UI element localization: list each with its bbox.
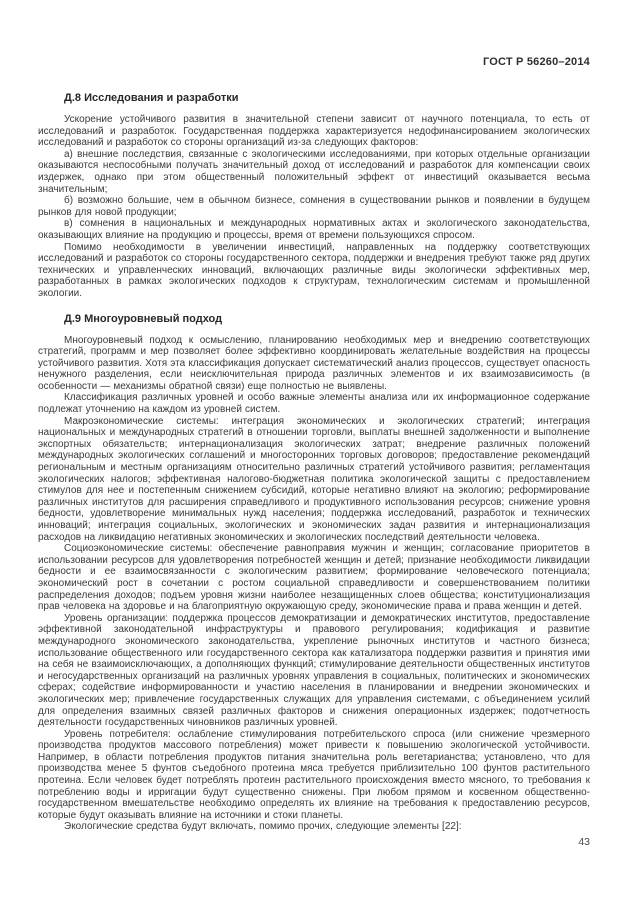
page-number: 43 — [578, 836, 590, 848]
section-heading: Д.9 Многоуровневый подход — [64, 312, 223, 325]
section-heading: Д.8 Исследования и разработки — [64, 92, 239, 104]
paragraph: Ускорение устойчивого развития в значительной степени зависит от научного потенциала, то есть от исследований и разработок. Государственная поддержка характеризуется недофинансированием экологических исследований и разработок со стороны организаций из-за следующих факторов: — [38, 114, 590, 149]
page-content — [38, 92, 590, 833]
paragraph: Экологические средства будут включать, помимо прочих, следующие элементы [22]: — [64, 821, 462, 833]
paragraph: Многоуровневый подход к осмыслению, планированию необходимых мер и внедрению соответствующих стратегий, программ и мер позволяет более эффективно координировать желательные воздействия на процессы устойчивого развития. Хотя эта классификация допускает систематический анализ процессов, существует опасность ненужного разделения, если неисключительная природа различных элементов и их взаимозависимость (в особенности — механизмы обратной связи) еще полностью не выявлены. — [38, 334, 590, 392]
paragraph: Уровень организации: поддержка процессов демократизации и демократических институтов, предоставление эффективной законодательной инфраструктуры и правового регулирования; кодификация и развитие международного экономического законодательства, укрепление рыночных институтов и частного бизнеса; использование общественного или государственного сектора как катализатора поддержки развития и принятия ими на себя не взаимоисключающих, а дополняющих функций; стимулирование деятельности общественных институтов и негосударственных организаций на различных уровнях управления в социальных, политических и экономических сферах; содействие информированности и участию населения в планировании и внедрении экономических и экологических мер; привлечение государственных служащих для управления системами, с объединением усилий для определения взаимных связей различных факторов и снижения операционных издержек; подотчетность деятельности государственных чиновников различных уровней. — [38, 612, 590, 729]
paragraph: в) сомнения в национальных и международных нормативных актах и экологического законодательства, оказывающих влияние на продукцию и процессы, время от времени пользующихся спросом. — [38, 218, 590, 241]
paragraph: б) возможно большие, чем в обычном бизнесе, сомнения в существовании рынков и появлении в будущем рынков для новой продукции; — [38, 195, 590, 218]
section-d9 — [38, 313, 590, 834]
paragraph: Классификация различных уровней и особо важные элементы анализа или их информационное содержание подлежат уточнению на каждом из уровней систем. — [38, 392, 590, 416]
paragraph: Помимо необходимости в увеличении инвестиций, направленных на поддержку соответствующих исследований и разработок со стороны государственного сектора, поддержки и внедрения требуют также ряд других технических и управленческих инноваций, включающих различные виды экологически эффективных мер, разработанных в рамках экологических подходов к структурам, технологическим системам и промышленной экологии. — [38, 241, 590, 299]
paragraph: Социоэкономические системы: обеспечение равноправия мужчин и женщин; согласование приоритетов в использовании ресурсов для удовлетворения потребностей женщин и детей; признание необходимости ликвидации бедности и ее взаимосвязанности с экологическим развитием; формирование человеческого потенциала; экономический рост в сочетании с ростом социальной справедливости и совершенствованием политики распределения доходов; подъем уровня жизни наиболее незащищенных слоев общества; конституционализация прав человека на здоровье и на благоприятную окружающую среду, экономические права и права женщин и детей. — [38, 543, 590, 613]
paragraph: Макроэкономические системы: интеграция экономических и экологических стратегий; интеграция национальных и международных стратегий в отношении торговли, выплаты внешней задолженности и выполнение экспортных обязательств; интернационализация экологических затрат; внедрение различных положений международных экологических соглашений и многосторонних торговых договоров; предоставление рекомендаций региональным и местным организациям относительно различных стратегий устойчивого развития; регламентация экологических налогов; эффективная налогово-бюджетная политика экологической защиты с предоставлением стимулов для нее и постепенным снижением субсидий, которые негативно влияют на экологию; реформирование различных институтов для расширения справедливого и продуктивного использования ресурсов; снижение уровня бедности, удовлетворение минимальных нужд населения; поддержка исследований, разработок и технических инноваций; интеграция социальных, экологических и экономических задач развития и интернационализация расходов на ликвидацию негативных экономических и экологических последствий деятельности человека. — [38, 415, 590, 543]
paragraph: Уровень потребителя: ослабление стимулирования потребительского спроса (или снижение чрезмерного производства продуктов массового потребления) может привести к повышению экологической устойчивости. Например, в области потребления продуктов питания значительна роль вегетарианства; установлено, что для производства менее 5 фунтов съедобного протеина мяса требуется приблизительно 100 фунтов растительного протеина. Если человек будет потреблять протеин растительного происхождения вместо мясного, то требования к потреблению воды и ирригации будут существенно снижены. При любом прямом и косвенном общественно-государственном вмешательстве необходимо определять их влияние на требования к предоставлению ресурсов, которые будут оказывать влияние на источники и стоки планеты. — [38, 728, 590, 821]
paragraph: а) внешние последствия, связанные с экологическими исследованиями, при которых отдельные организации оказываются неспособными получать значительный доход от исследований и разработок для компенсации своих издержек, однако при этом общественный положительный эффект от инвестиций оказывается весьма значительным; — [38, 148, 590, 195]
section-d8 — [38, 92, 590, 300]
running-header: ГОСТ Р 56260–2014 — [482, 56, 590, 68]
